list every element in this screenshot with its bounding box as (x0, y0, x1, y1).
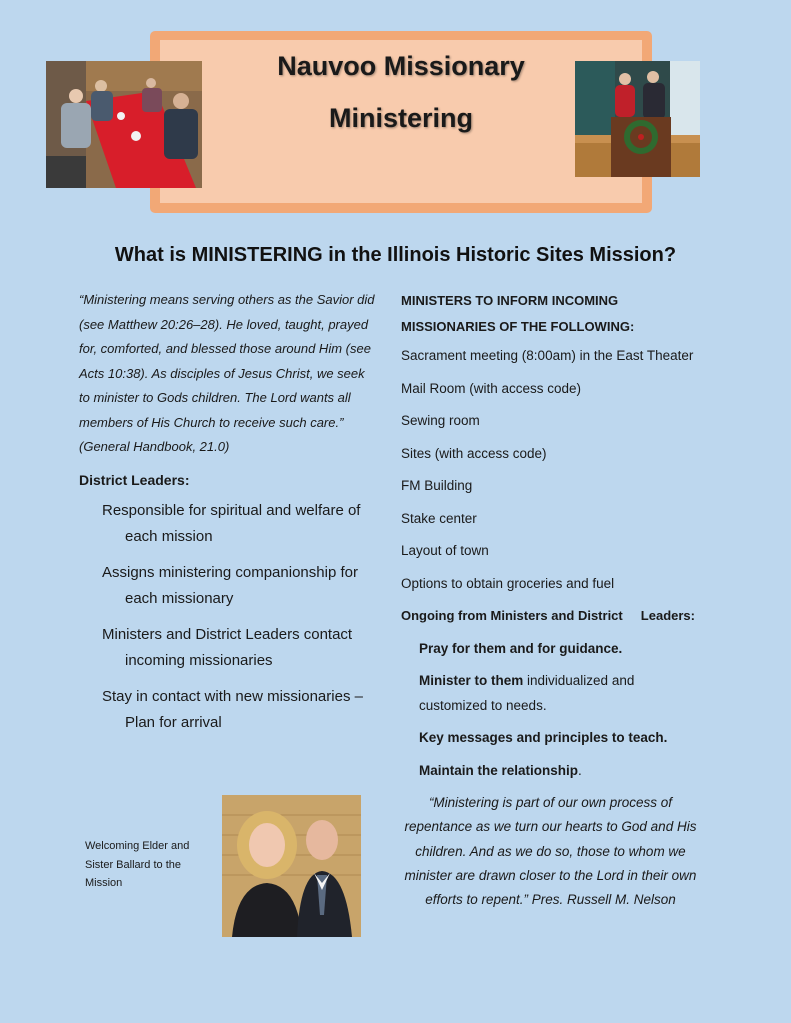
list-item: Stake center (401, 510, 477, 526)
banner-title-line1: Nauvoo Missionary (277, 51, 525, 81)
handbook-quote: “Ministering means serving others as the Savior did (see Matthew 20:26–28). He loved, taught, prayed for, comforted, and blessed those around Him (see Acts 10:38). As disciples of Jesus Christ, we seek to minister to Gods children. The Lord wants all members of His Church to receive such care.” (General Handbook, 21.0) (79, 292, 375, 454)
list-item: Assigns ministering companionship for each missionary (102, 563, 358, 607)
nelson-quote: “Ministering is part of our own process of repentance as we turn our hearts to God and His children. And as we do so, those to whom we minister are drawn closer to the Lord in their own efforts to repent.” Pres. Russell M. Nelson (404, 795, 697, 908)
list-item: Mail Room (with access code) (401, 380, 582, 396)
photo-caption: Welcoming Elder and Sister Ballard to the Mission (85, 840, 190, 889)
banner-title-line2: Ministering (328, 103, 473, 133)
podium-photo (575, 61, 700, 177)
list-item: Layout of town (401, 543, 489, 558)
ongoing-item-bold: Minister to them (419, 673, 524, 688)
list-item: Sacrament meeting (8:00am) in the East Theater (401, 348, 694, 363)
ongoing-item (401, 759, 706, 784)
list-item: Sites (with access code) (401, 445, 547, 461)
ministers-heading: MINISTERS TO INFORM INCOMING MISSIONARIES OF THE FOLLOWING: (401, 293, 635, 334)
ongoing-item (401, 669, 706, 718)
ongoing-item-bold: Pray for them and for guidance. (419, 640, 623, 656)
list-item: Stay in contact with new missionaries – Plan for arrival (102, 687, 363, 731)
district-leaders-heading: District Leaders: (79, 471, 190, 488)
page-heading: What is MINISTERING in the Illinois Historic Sites Mission? (114, 244, 677, 266)
district-leaders-list (79, 498, 379, 736)
left-column (79, 288, 379, 746)
list-item: Ministers and District Leaders contact incoming missionaries (102, 625, 353, 669)
ongoing-item-bold: Key messages and principles to teach. (419, 730, 668, 745)
ongoing-item (401, 726, 706, 751)
ballard-couple-photo (222, 795, 361, 937)
list-item: Responsible for spiritual and welfare of each mission (102, 501, 361, 545)
ongoing-item-rest: individualized and customized to needs. (419, 673, 635, 713)
ongoing-item (401, 637, 706, 662)
dinner-table-photo (46, 61, 202, 188)
list-item: FM Building (401, 478, 473, 493)
title-banner-inner (160, 40, 642, 203)
ongoing-heading: Ongoing from Ministers and District Leaders: (401, 608, 695, 623)
list-item: Options to obtain groceries and fuel (401, 575, 615, 591)
right-column (401, 288, 706, 926)
list-item: Sewing room (401, 413, 480, 428)
ongoing-item-rest: . (578, 762, 582, 778)
ongoing-item-bold: Maintain the relationship (419, 762, 579, 778)
